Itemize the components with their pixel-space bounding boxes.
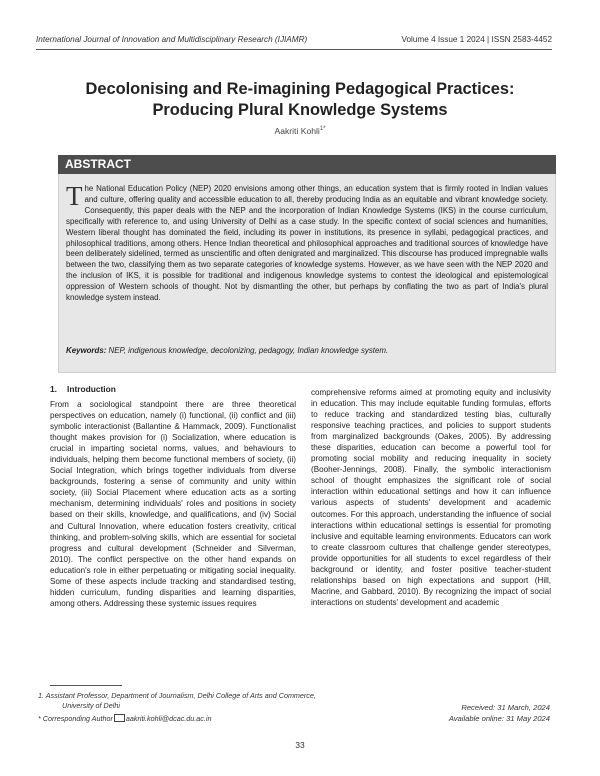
- publication-dates: [449, 702, 550, 724]
- footnote-corresponding: * Corresponding Author aakriti.kohli@dcac.du.ac.in: [38, 714, 212, 723]
- author-name: Aakriti Kohli: [274, 126, 320, 136]
- keywords-label: Keywords:: [66, 346, 107, 355]
- abstract-heading: ABSTRACT: [58, 155, 556, 174]
- title-line-2: Producing Plural Knowledge Systems: [152, 101, 448, 119]
- running-header: [36, 35, 552, 47]
- paper-title: [40, 79, 560, 121]
- section-title: Introduction: [67, 384, 116, 394]
- author-mark: 1*: [319, 126, 326, 133]
- section-number: 1.: [50, 384, 57, 394]
- footnote-rule: [50, 685, 122, 686]
- body-column-left: From a sociological standpoint there are three theoretical perspectives on education, namely (i) functional, (ii) conflict and (iii) symbolic interactionist (Ballantine & Hammack, 2009). Functionalist thought makes provision for (i) Socialization, where education is crucial in imparting societal norms, values, and behaviours to individuals, helping them become functional members of society, (ii) Social Integration, which brings together individuals from diverse backgrounds, fostering a sense of community and unity within society, (iii) Social Placement where education acts as a sorting mechanism, determining individuals' roles and positions in society based on their skills, knowledge, and qualifications, and (iv) Social and Cultural Innovation, where education fosters creativity, critical thinking, and problem-solving skills, which are essential for societal progress and cultural development (Schneider and Silverman, 2010). The conflict perspective on the other hand expands on education's role in either perpetuating or mitigating social inequality. Some of these aspects include tracking and standardised testing, hidden curriculum, funding disparities and learning disparities, among others. Addressing these systemic issues requires: [50, 400, 296, 608]
- body-column-right: comprehensive reforms aimed at promoting equity and inclusivity in education. This may include equitable funding formulas, efforts to reduce tracking and standardized testing bias, culturally responsive teaching practices, and policies to support students from marginalized backgrounds (Oakes, 2005). By addressing these disparities, education can become a powerful tool for promoting social mobility and reducing inequality in society (Booher-Jennings, 2008). Finally, the symbolic interactionism school of thought emphasizes the significant role of social interaction within educational settings and how it can influence various aspects of students' development and academic outcomes. For this approach, understanding the influence of social interactions within educational settings is essential for promoting inclusive and equitable learning environments. Educators can work to create classroom cultures that challenge gender stereotypes, provide opportunities for all students to excel regardless of their background or identity, and foster positive teacher-student relationships based on high expectations and support (Hill, Macrine, and Gabbard, 2010). By recognizing the impact of social interactions on students' development and academic: [311, 388, 551, 607]
- corresponding-email[interactable]: aakriti.kohli@dcac.du.ac.in: [125, 714, 212, 723]
- envelope-icon: [114, 714, 125, 722]
- available-date: Available online: 31 May 2024: [448, 714, 550, 723]
- page-number: 33: [295, 740, 305, 750]
- author-line: [0, 126, 600, 136]
- header-rule: [36, 49, 552, 50]
- keywords-list: NEP, indigenous knowledge, decolonizing, pedagogy, Indian knowledge system.: [108, 346, 389, 355]
- keywords: [66, 346, 548, 355]
- received-date: Received: 31 March, 2024: [461, 703, 550, 712]
- abstract-text: [66, 181, 548, 304]
- title-line-1: Decolonising and Re-imagining Pedagogical Practices:: [85, 80, 515, 98]
- abstract-body: he National Education Policy (NEP) 2020 envisions among other things, an education system that is firmly rooted in Indian values and culture, offering quality and accessible education to all, thereby producing India as an equitable and vibrant knowledge society. Consequently, this paper deals with the NEP and the incorporation of Indian Knowledge Systems (IKS) in the course curriculum, specifically with reference to, and using University of Delhi as a case study. In the specific context of social sciences and humanities, Western liberal thought has dominated the field, including its power in institutions, its presence in syllabi, pedagogical practices, and philosophical traditions, among others. Hence Indian theoretical and philosophical approaches and traditional sources of knowledge have been deliberately sidelined, termed as unscientific and often denigrated and marginalized. This discourse has produced impregnable walls between the two, classifying them as two separate categories of knowledge systems. However, as we have seen with the NEP 2020 and the inclusion of IKS, it is possible for traditional and indigenous knowledge systems to contest the ideological and epistemological oppression of Western schools of thought. Not by dismantling the other, but perhaps by conflating the two as part of India's plural knowledge system instead.: [66, 184, 548, 303]
- footnote-affiliation: 1. Assistant Professor, Department of Journalism, Delhi College of Arts and Commerce,: [38, 691, 316, 700]
- issue-info: Volume 4 Issue 1 2024 | ISSN 2583-4452: [401, 35, 552, 44]
- journal-name: International Journal of Innovation and Multidisciplinary Research (IJIAMR): [36, 35, 308, 44]
- section-heading: [50, 384, 116, 394]
- abstract-dropcap: T: [66, 181, 83, 211]
- footnote-university: University of Delhi: [62, 701, 120, 710]
